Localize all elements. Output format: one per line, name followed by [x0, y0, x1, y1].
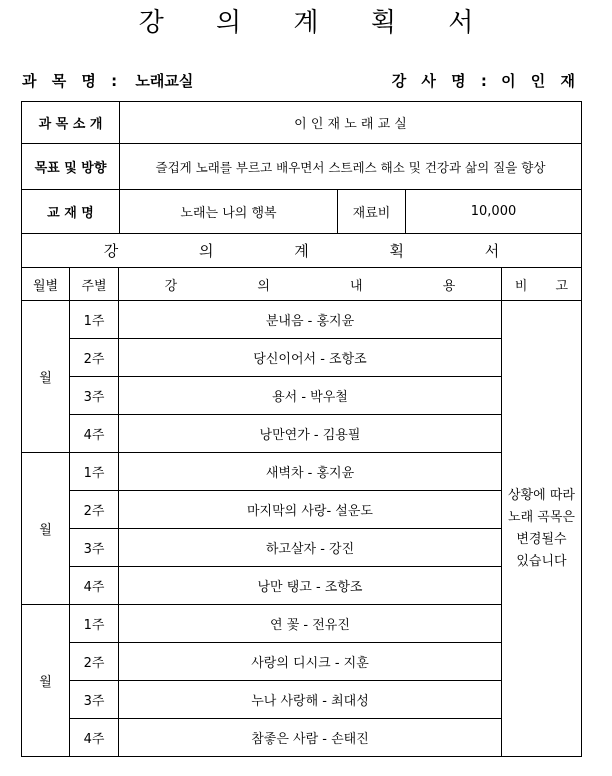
table-row	[22, 301, 582, 339]
instructor-name-label: 강 사 명 :	[391, 72, 492, 90]
week-cell: 1주	[70, 605, 119, 643]
col-week-header: 주별	[70, 268, 119, 301]
course-header	[22, 70, 580, 94]
col-note-header: 비 고	[501, 268, 581, 301]
table-row	[22, 567, 582, 605]
course-name	[22, 70, 193, 91]
content-cell: 낭만연가 - 김용필	[119, 415, 502, 453]
page-title: 강 의 계 획 서	[138, 8, 496, 38]
content-cell: 누나 사랑해 - 최대성	[119, 681, 502, 719]
week-cell: 3주	[70, 377, 119, 415]
fee-value: 10,000	[406, 190, 582, 234]
content-cell: 사랑의 디시크 - 지훈	[119, 643, 502, 681]
table-row	[22, 339, 582, 377]
table-row	[22, 605, 582, 643]
week-cell: 4주	[70, 719, 119, 757]
fee-label: 재료비	[338, 190, 406, 234]
week-cell: 2주	[70, 339, 119, 377]
week-cell: 4주	[70, 415, 119, 453]
course-name-label: 과 목 명 :	[22, 72, 123, 90]
content-cell: 연 꽃 - 전유진	[119, 605, 502, 643]
content-cell: 용서 - 박우철	[119, 377, 502, 415]
instructor-name	[392, 70, 580, 91]
goal-label: 목표 및 방향	[22, 144, 120, 190]
week-cell: 4주	[70, 567, 119, 605]
week-cell: 2주	[70, 643, 119, 681]
instructor-name-value: 이 인 재	[501, 72, 580, 90]
intro-label: 과 목 소 개	[22, 102, 120, 144]
intro-value: 이 인 재 노 래 교 실	[120, 102, 582, 144]
week-cell: 1주	[70, 453, 119, 491]
month-cell: 월	[22, 301, 70, 453]
month-cell: 월	[22, 453, 70, 605]
week-cell: 1주	[70, 301, 119, 339]
table-row	[22, 453, 582, 491]
textbook-label: 교 재 명	[22, 190, 120, 234]
week-cell: 2주	[70, 491, 119, 529]
note-cell	[501, 301, 581, 757]
content-cell: 낭만 탱고 - 조항조	[119, 567, 502, 605]
col-content-header: 강 의 내 용	[119, 268, 502, 301]
table-row	[22, 491, 582, 529]
note-line: 있습니다	[516, 553, 567, 569]
content-cell: 새벽차 - 홍지윤	[119, 453, 502, 491]
note-line: 상황에 따라	[508, 487, 575, 503]
course-info-table	[21, 101, 582, 234]
table-row	[22, 681, 582, 719]
table-row	[22, 529, 582, 567]
week-cell: 3주	[70, 529, 119, 567]
content-cell: 분내음 - 홍지윤	[119, 301, 502, 339]
content-cell: 당신이어서 - 조항조	[119, 339, 502, 377]
content-cell: 마지막의 사랑- 설운도	[119, 491, 502, 529]
col-month-header: 월별	[22, 268, 70, 301]
lecture-plan-table	[21, 233, 582, 757]
course-name-value: 노래교실	[135, 72, 194, 90]
textbook-value: 노래는 나의 행복	[120, 190, 338, 234]
content-cell: 하고살자 - 강진	[119, 529, 502, 567]
table-row	[22, 377, 582, 415]
goal-value: 즐겁게 노래를 부르고 배우면서 스트레스 해소 및 건강과 삶의 질을 향상	[120, 144, 582, 190]
table-row	[22, 415, 582, 453]
note-line: 변경될수	[516, 531, 567, 547]
plan-section-title: 강 의 계 획 서	[22, 234, 582, 268]
table-row	[22, 643, 582, 681]
week-cell: 3주	[70, 681, 119, 719]
content-cell: 참좋은 사람 - 손태진	[119, 719, 502, 757]
table-row	[22, 719, 582, 757]
note-line: 노래 곡목은	[508, 509, 575, 525]
month-cell: 월	[22, 605, 70, 757]
